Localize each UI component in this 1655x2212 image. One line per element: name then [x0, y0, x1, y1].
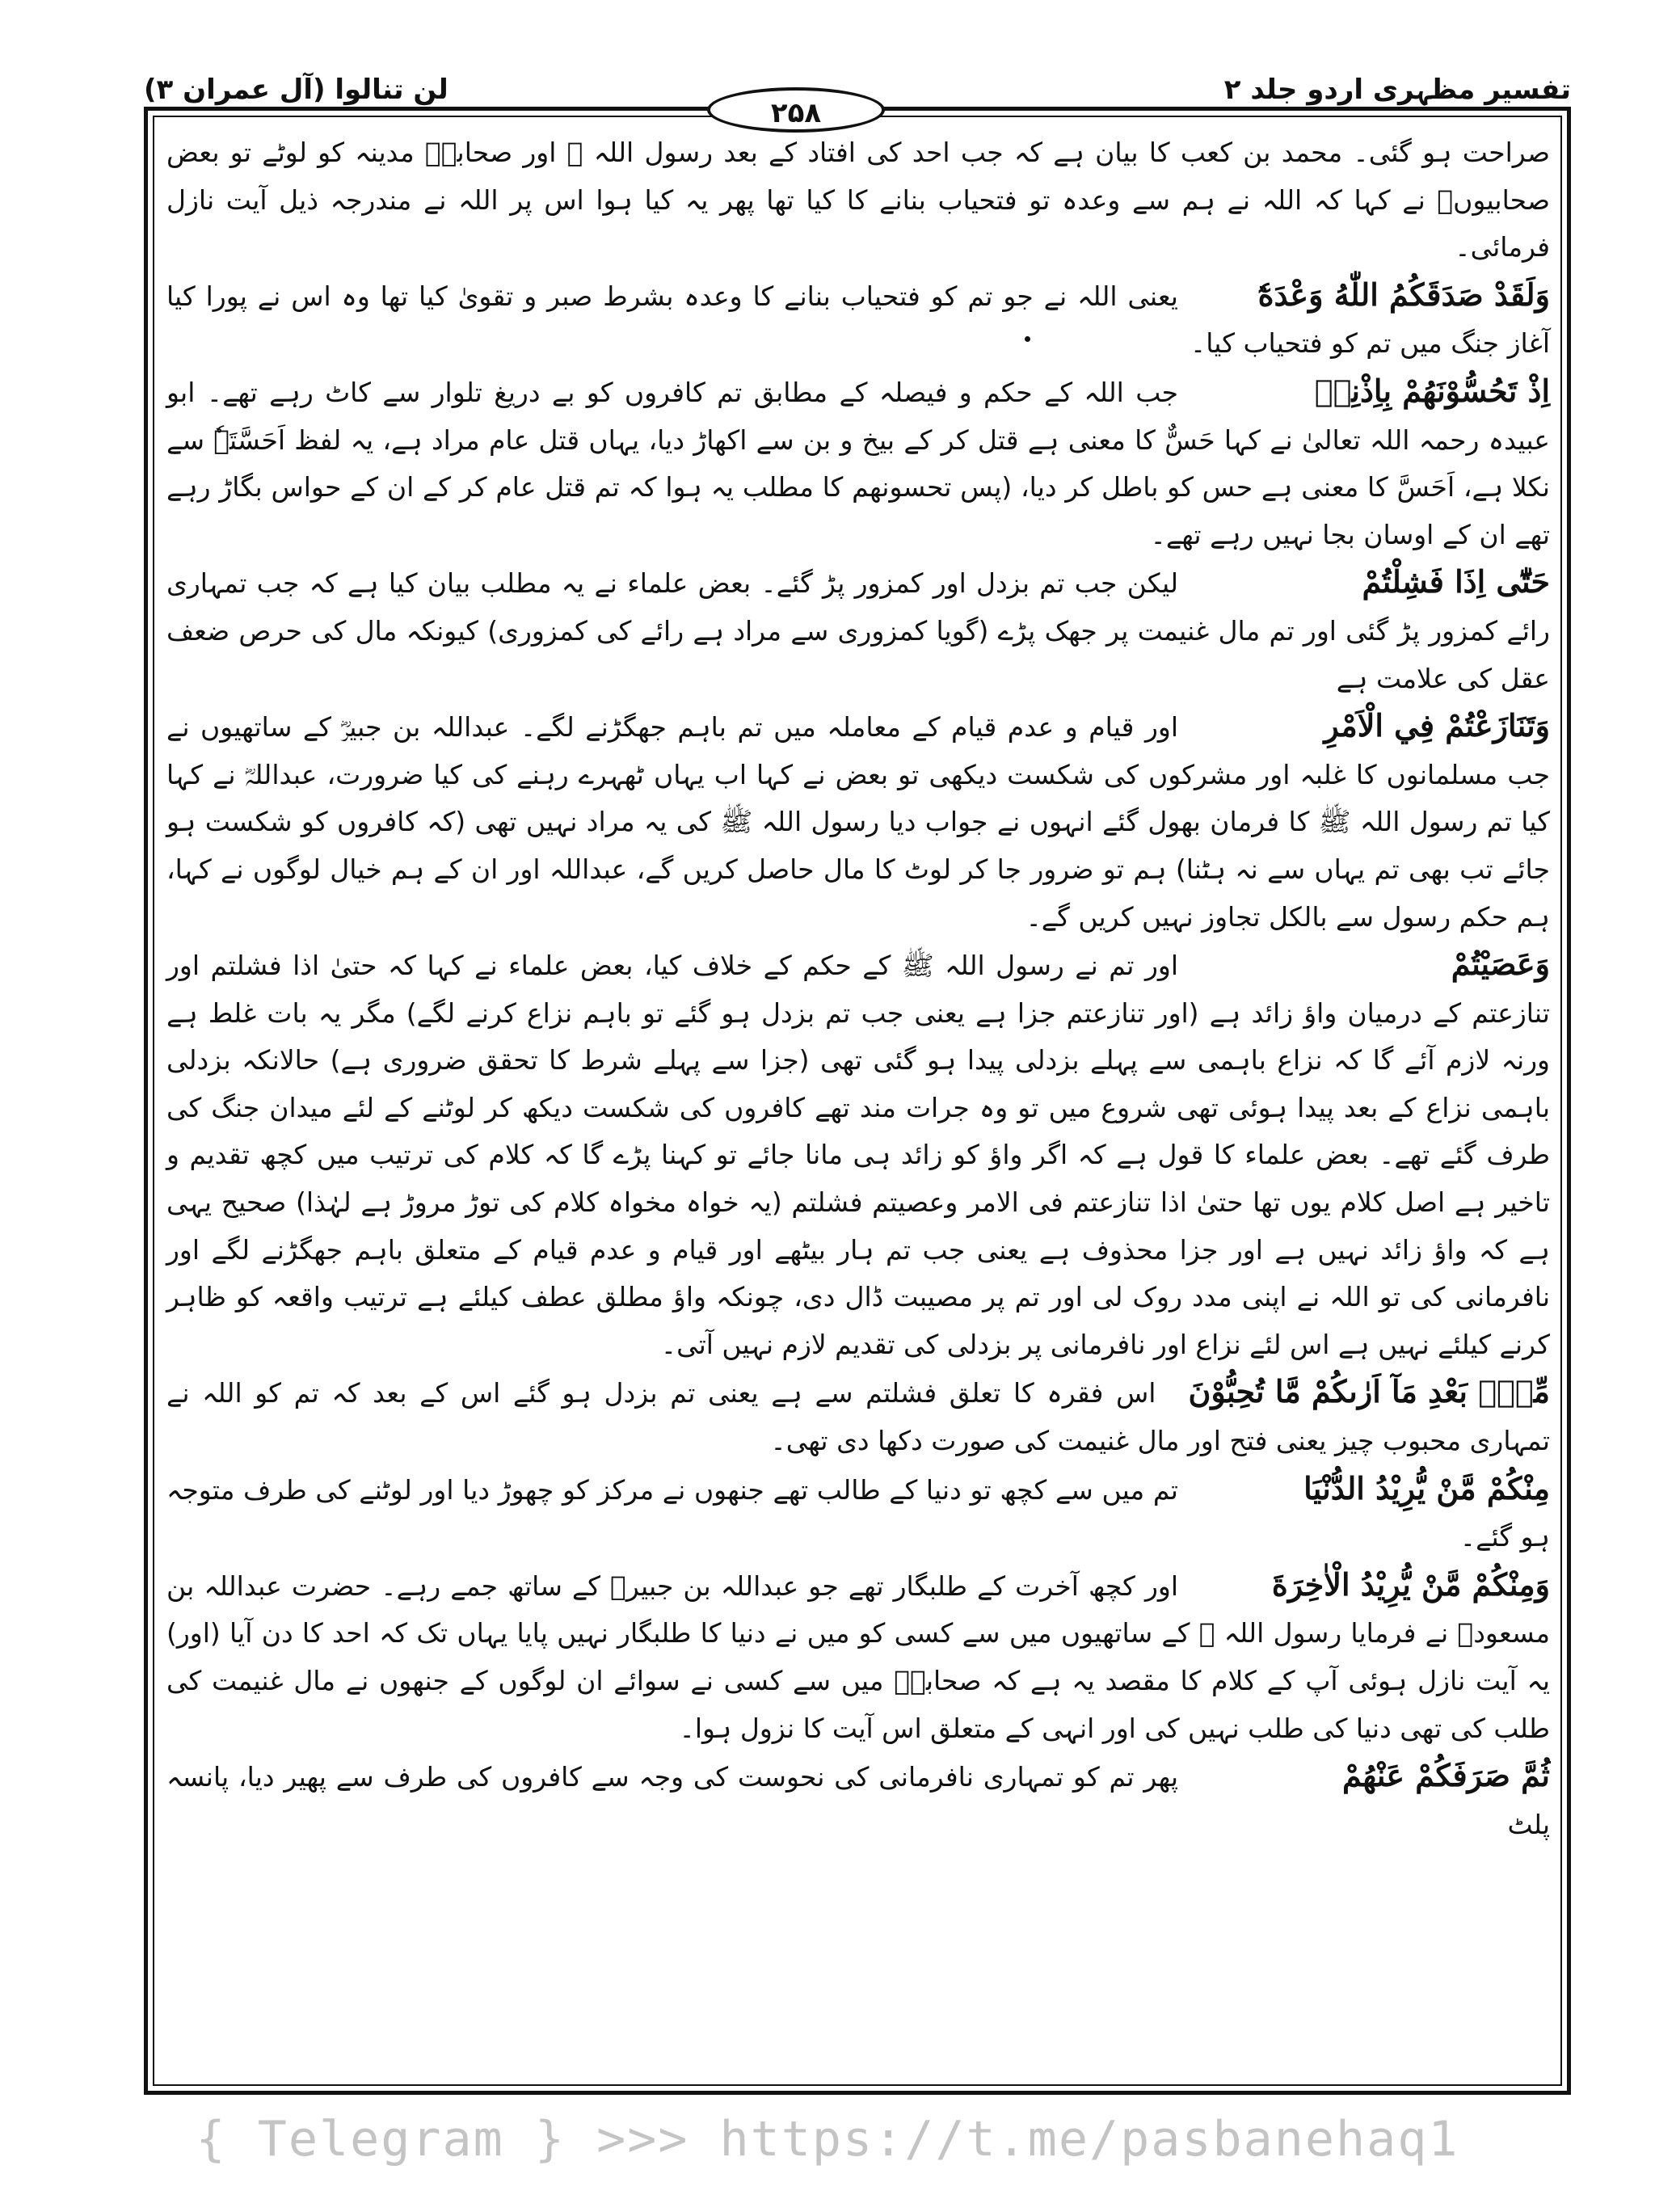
verse-commentary: اس فقرہ کا تعلق فشلتم سے ہے یعنی تم بزدل ہو گئے اس کے بعد کہ تم کو اللہ نے تمہاری محبوب چیز یعنی فتح اور مال غنیمت کی صورت دکھا دی تھی۔	[166, 1377, 1550, 1457]
quran-verse: وَعَصَيْتُمْ	[1451, 946, 1550, 983]
quran-verse: حَتّٰٓى اِذَا فَشِلْتُمْ	[1362, 563, 1550, 600]
tafsir-section-7	[166, 1465, 1550, 1561]
tafsir-section-6	[166, 1368, 1550, 1464]
tafsir-section-4	[166, 702, 1550, 941]
verse-commentary: اور تم نے رسول اللہ ﷺ کے حکم کے خلاف کیا، بعض علماء نے کہا کہ حتیٰ اذا فشلتم اور تنازعتم کے درمیان واؤ زائد ہے (اور تنازعتم جزا ہے یعنی جب تم بزدل ہو گئے تو باہم نزاع کرنے لگے) مگر یہ بات غلط ہے ورنہ لازم آئے گا کہ نزاع باہمی سے پہلے بزدلی پیدا ہو گئی تھی (جزا سے پہلے شرط کا تحقق ضروری ہے) حالانکہ بزدلی باہمی نزاع کے بعد پیدا ہوئی تھی شروع میں تو وہ جرات مند تھے کافروں کی شکست دیکھ کر لوٹنے کے لئے میدان جنگ کی طرف گئے تھے۔ بعض علماء کا قول ہے کہ اگر واؤ کو زائد ہی مانا جائے تو کہنا پڑے گا کہ کلام کی ترتیب میں کچھ تقدیم و تاخیر ہے اصل کلام یوں تھا حتیٰ اذا تنازعتم فی الامر وعصیتم فشلتم (یہ خواہ مخواہ کلام کی توڑ مروڑ ہے لہٰذا) صحیح یہی ہے کہ واؤ زائد نہیں ہے اور جزا محذوف ہے یعنی جب تم ہار بیٹھے اور قیام و عدم قیام کے متعلق باہم جھگڑنے لگے اور نافرمانی کی تو اللہ نے اپنی مدد روک لی اور تم پر مصیبت ڈال دی، چونکہ واؤ مطلق عطف کیلئے ہے ترتیب واقعہ کو ظاہر کرنے کیلئے نہیں ہے اس لئے نزاع اور نافرمانی پر بزدلی کی تقدیم لازم نہیں آتی۔	[166, 950, 1550, 1360]
tafsir-section-1	[166, 272, 1550, 368]
book-title: تفسیر مظہری اردو جلد ۲	[1223, 74, 1571, 106]
part-title: لن تنالوا (آل عمران ۳)	[144, 74, 448, 106]
page-number: ۲۵۸	[707, 87, 885, 133]
verse-commentary: اور کچھ آخرت کے طلبگار تھے جو عبداللہ بن جبیرؓ کے ساتھ جمے رہے۔ حضرت عبداللہ بن مسعودؓ نے فرمایا رسول اللہ ﷺ کے ساتھیوں میں سے کسی کو میں نے دنیا کا طلبگار نہیں پایا یہاں تک کہ احد کا دن آیا (اور) یہ آیت نازل ہوئی آپ کے کلام کا مقصد یہ ہے کہ صحابہؓ میں سے کسی نے سوائے ان لوگوں کے جنھوں نے مال غنیمت کی طلب کی تھی دنیا کی طلب نہیں کی اور انہی کے متعلق اس آیت کا نزول ہوا۔	[166, 1569, 1550, 1744]
verse-commentary: لیکن جب تم بزدل اور کمزور پڑ گئے۔ بعض علماء نے یہ مطلب بیان کیا ہے کہ جب تمہاری رائے کمزور پڑ گئی اور تم مال غنیمت پر جھک پڑے (گویا کمزوری سے مراد ہے رائے کی کمزوری) کیونکہ مال کی حرص ضعف عقل کی علامت ہے	[166, 567, 1550, 694]
verse-commentary: پھر تم کو تمہاری نافرمانی کی نحوست کی وجہ سے کافروں کی طرف سے پھیر دیا، پانسہ پلٹ	[166, 1761, 1550, 1840]
tafsir-section-3	[166, 558, 1550, 702]
quran-verse: وَمِنْكُمْ مَّنْ يُّرِيْدُ الْاٰخِرَةَ	[1271, 1565, 1550, 1603]
telegram-watermark: { Telegram } >>> https://t.me/pasbanehaq1	[196, 2111, 1459, 2168]
quran-verse: اِذْ تَحُسُّوْنَهُمْ بِاِذْنِهٖ	[1314, 372, 1550, 409]
quran-verse: مِّنْۢ بَعْدِ مَآ اَرٰىكُمْ مَّا تُحِبُّوْنَ	[1188, 1373, 1550, 1410]
tafsir-section-2	[166, 368, 1550, 558]
quran-verse: ثُمَّ صَرَفَكُمْ عَنْهُمْ	[1342, 1757, 1550, 1794]
tafsir-section-9	[166, 1752, 1550, 1848]
quran-verse: وَتَنَازَعْتُمْ فِي الْاَمْرِ	[1324, 707, 1550, 744]
verse-commentary: تم میں سے کچھ تو دنیا کے طالب تھے جنھوں نے مرکز کو چھوڑ دیا اور لوٹنے کی طرف متوجہ ہو گئے۔	[166, 1473, 1550, 1553]
tafsir-section-5	[166, 941, 1550, 1368]
page-body	[166, 129, 1550, 1848]
tafsir-section-8	[166, 1561, 1550, 1752]
quran-verse: مِنْكُمْ مَّنْ يُّرِيْدُ الدُّنْيَا	[1303, 1469, 1550, 1506]
print-speck	[1025, 336, 1030, 342]
quran-verse: وَلَقَدْ صَدَقَكُمُ اللّٰهُ وَعْدَهٗٓ	[1257, 276, 1550, 313]
verse-commentary: جب اللہ کے حکم و فیصلہ کے مطابق تم کافروں کو بے دریغ تلوار سے کاٹ رہے تھے۔ ابو عبیدہ رحمہ اللہ تعالیٰ نے کہا حَسٌّ کا معنی ہے قتل کر کے بیخ و بن سے اکھاڑ دیا، یہاں قتل عام مراد ہے، یہ لفظ اَحَسَّتَہٗ سے نکلا ہے، اَحَسَّ کا معنی ہے حس کو باطل کر دیا، (پس تحسونھم کا مطلب یہ ہوا کہ تم قتل عام کر کے ان کے حواس بگاڑ رہے تھے ان کے اوسان بجا نہیں رہے تھے۔	[166, 376, 1550, 550]
verse-commentary: اور قیام و عدم قیام کے معاملہ میں تم باہم جھگڑنے لگے۔ عبداللہ بن جبیرؓ کے ساتھیوں نے جب مسلمانوں کا غلبہ اور مشرکوں کی شکست دیکھی تو بعض نے کہا اب یہاں ٹھہرے رہنے کی کیا ضرورت، عبداللہؓ نے کہا کیا تم رسول اللہ ﷺ کا فرمان بھول گئے انہوں نے جواب دیا رسول اللہ ﷺ کی یہ مراد نہیں تھی (کہ کافروں کو شکست ہو جائے تب بھی تم یہاں سے نہ ہٹنا) ہم تو ضرور جا کر لوٹ کا مال حاصل کریں گے، عبداللہ اور ان کے ہم خیال لوگوں نے کہا، ہم حکم رسول سے بالکل تجاوز نہیں کریں گے۔	[166, 711, 1550, 933]
verse-commentary: یعنی اللہ نے جو تم کو فتحیاب بنانے کا وعدہ بشرط صبر و تقویٰ کیا تھا وہ اس نے پورا کیا آغاز جنگ میں تم کو فتحیاب کیا۔	[166, 280, 1550, 360]
intro-paragraph: صراحت ہو گئی۔ محمد بن کعب کا بیان ہے کہ جب احد کی افتاد کے بعد رسول اللہ ﷺ اور صحابہؓ مدینہ کو لوٹے تو بعض صحابیوںؓ نے کہا کہ اللہ نے ہم سے وعدہ تو فتحیاب بنانے کا کیا تھا پھر یہ کیا ہوا اس پر اللہ نے مندرجہ ذیل آیت نازل فرمائی۔	[166, 137, 1550, 263]
